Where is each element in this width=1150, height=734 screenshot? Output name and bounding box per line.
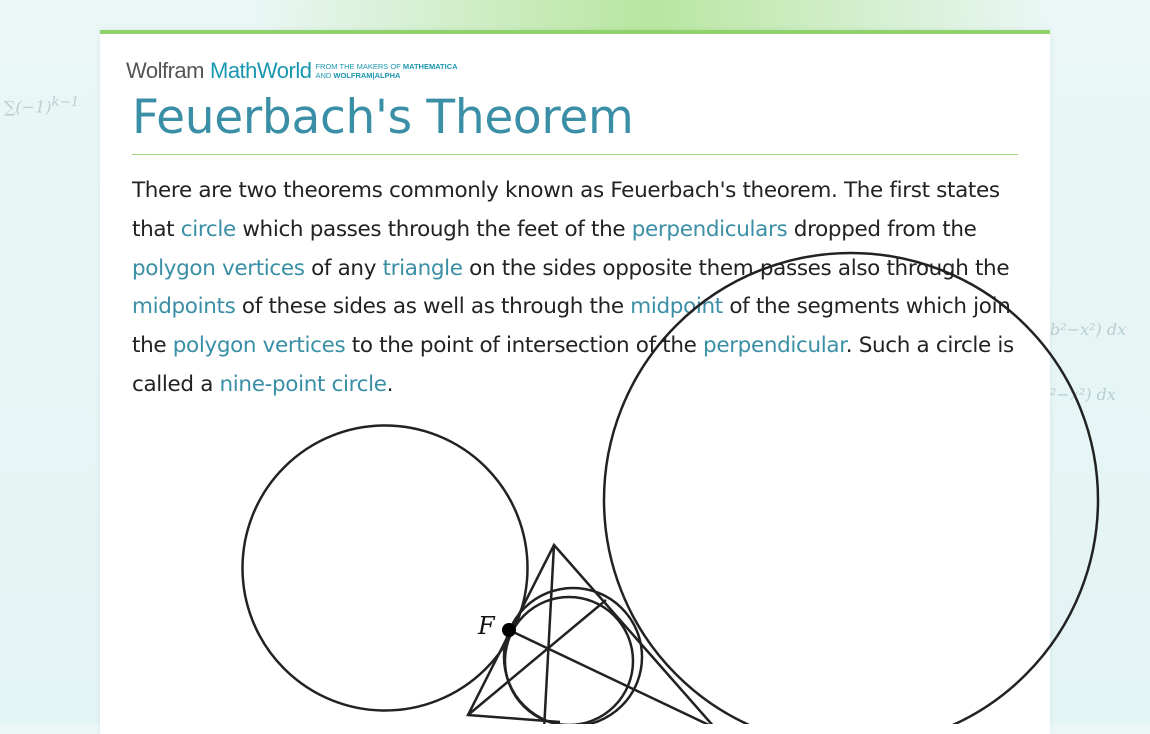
logo-mathworld: MathWorld xyxy=(210,58,312,83)
link-midpoints[interactable]: midpoints xyxy=(132,294,236,320)
background-math: b²−x²) dx xyxy=(1050,320,1127,339)
paragraph-text: There are two theorems commonly known as Feuerbach's theorem. The first states that xyxy=(132,178,1000,242)
paragraph-text: which passes through the feet of the xyxy=(235,216,632,242)
paragraph-text: of the segments which join the xyxy=(132,294,1011,359)
paragraph-text: . Such a circle is called a xyxy=(132,333,1014,397)
link-triangle[interactable]: triangle xyxy=(382,255,463,281)
nine-point-circle xyxy=(504,588,642,724)
paragraph-text: dropped from the xyxy=(787,216,977,242)
paragraph-text: to the point of intersection of the xyxy=(345,333,704,359)
background-math: $\sum(-1)^{k-1}$ xyxy=(4,95,80,117)
link-perpendiculars[interactable]: perpendiculars xyxy=(631,216,788,242)
excircle-right xyxy=(604,253,1098,724)
paragraph-text: of these sides as well as through the xyxy=(235,294,631,320)
paragraph-text: of any xyxy=(304,255,383,281)
link-midpoint[interactable]: midpoint xyxy=(630,294,723,320)
link-polygon-vertices[interactable]: polygon vertices xyxy=(172,333,346,359)
logo-wolfram: Wolfram xyxy=(126,58,204,83)
background-math: ²−x²) dx xyxy=(1050,385,1116,404)
feuerbach-point xyxy=(502,623,516,637)
link-polygon-vertices[interactable]: polygon vertices xyxy=(132,255,305,281)
link-perpendicular[interactable]: perpendicular xyxy=(703,333,846,359)
page-title: Feuerbach's Theorem xyxy=(132,90,634,145)
paragraph-text: on the sides opposite them passes also through the xyxy=(462,255,1010,281)
altitude xyxy=(544,545,554,724)
excircle-left xyxy=(243,426,528,711)
link-circle[interactable]: circle xyxy=(180,216,236,242)
logo-tagline: FROM THE MAKERS OF MATHEMATICA AND WOLFRAM|ALPHA xyxy=(315,62,458,80)
paragraph-text: . xyxy=(386,371,394,397)
link-nine-point-circle[interactable]: nine-point circle xyxy=(219,371,387,397)
cevian xyxy=(509,630,730,724)
point-label-f: F xyxy=(478,612,495,640)
